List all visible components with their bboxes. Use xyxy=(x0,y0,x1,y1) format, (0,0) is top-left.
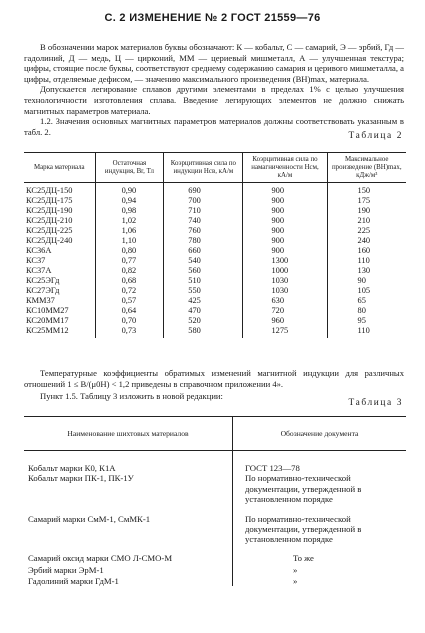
paragraph-material-designation: В обозначении марок материалов буквы обозначают: К — кобальт, С — самарий, Э — эрбий, Гд — гадолиний, Д — медь, Ц — цирконий, ММ — цериевый мишметалл, А — улучшенная текстура; цифры, стоящие после буквы, соответствуют среднему содержанию самария и церивого мишметалла, а цифры, отделяемые дефисом, — значению максимального произведения (BH)max, материала. xyxy=(24,42,404,84)
table-cell: 1030 xyxy=(243,286,327,296)
table-cell: 740 xyxy=(164,216,243,226)
table-cell: 690 xyxy=(164,183,243,197)
table-cell: 900 xyxy=(243,206,327,216)
table-cell: 540 xyxy=(164,256,243,266)
table2-caption: Таблица 2 xyxy=(348,131,403,141)
table-row xyxy=(24,576,406,586)
table-cell: 780 xyxy=(164,236,243,246)
table2-header-hcb: Коэрцитивная сила по индукции Hсв, кА/м xyxy=(164,153,243,183)
table2-header-hcm: Коэрцитивная сила по намагниченности Hсм, кА/м xyxy=(243,153,327,183)
table-cell: 580 xyxy=(164,326,243,338)
paragraph-alloying: Допускается легирование сплавов другими элементами в пределах 1% с целью улучшения технологичности изготовления сплава. Введение легирующих элементов не должно снижать магнитных параметров материала. xyxy=(24,84,404,116)
table-row xyxy=(24,306,406,316)
material-cell: Самарий оксид марки СМО Л-СМО-М xyxy=(28,552,173,563)
table-row xyxy=(24,266,406,276)
table-row xyxy=(24,276,406,286)
table-cell: 0,77 xyxy=(95,256,164,266)
table-cell: КС25ММ12 xyxy=(26,326,69,336)
table-cell: 900 xyxy=(243,216,327,226)
table2-header-grade: Марка материала xyxy=(24,153,95,183)
table-cell: 900 xyxy=(243,183,327,197)
text-block-middle xyxy=(24,368,404,402)
table2-magnetic-parameters xyxy=(24,152,406,338)
table-row xyxy=(24,326,406,338)
table-cell: 105 xyxy=(327,286,406,296)
table-cell: 550 xyxy=(164,286,243,296)
table-row xyxy=(24,196,406,206)
table-cell: 720 xyxy=(243,306,327,316)
table3-caption: Таблица 3 xyxy=(348,398,403,408)
table-cell: 0,90 xyxy=(95,183,164,197)
document-cell: » xyxy=(233,576,407,586)
table-cell: 900 xyxy=(243,196,327,206)
table-cell: 1,02 xyxy=(95,216,164,226)
table-cell: 1300 xyxy=(243,256,327,266)
table-row xyxy=(24,296,406,306)
material-cell: Кобальт марки К0, К1А Кобальт марки ПК-1, ПК-1У xyxy=(28,463,134,484)
table-cell: 630 xyxy=(243,296,327,306)
table-cell: 700 xyxy=(164,196,243,206)
table-cell: КС10ММ27 xyxy=(26,306,69,316)
table-cell: 110 xyxy=(327,326,406,338)
table-cell: 510 xyxy=(164,276,243,286)
table-cell: КС25ЭГд xyxy=(26,276,60,286)
table-row xyxy=(24,183,406,197)
table3-header-material: Наименование шихтовых материалов xyxy=(24,417,233,451)
table-cell: 900 xyxy=(243,226,327,236)
table-row xyxy=(24,505,406,545)
table2-header-br: Остаточная индукция, Br, Тл xyxy=(95,153,164,183)
table-row xyxy=(24,286,406,296)
table-cell: 520 xyxy=(164,316,243,326)
table-cell: КС25ДЦ-210 xyxy=(26,216,73,226)
table-cell: 190 xyxy=(327,206,406,216)
table-cell: 150 xyxy=(327,183,406,197)
table-cell: 660 xyxy=(164,246,243,256)
table3-body xyxy=(24,451,406,587)
table-cell: 710 xyxy=(164,206,243,216)
table-cell: 1,10 xyxy=(95,236,164,246)
table3-header-row xyxy=(24,417,406,451)
table-cell: 110 xyxy=(327,256,406,266)
table-cell: 0,72 xyxy=(95,286,164,296)
table-cell: 900 xyxy=(243,236,327,246)
table-cell: 210 xyxy=(327,216,406,226)
table-cell: КС20ММ17 xyxy=(26,316,69,326)
table-cell: 560 xyxy=(164,266,243,276)
table-row xyxy=(24,545,406,563)
table-row xyxy=(24,316,406,326)
table-row xyxy=(24,206,406,216)
table-cell: 1000 xyxy=(243,266,327,276)
table-cell: КС25ДЦ-225 xyxy=(26,226,73,236)
table-row xyxy=(24,563,406,575)
document-cell: То же xyxy=(233,545,407,563)
table2-body xyxy=(24,183,406,339)
text-block-top xyxy=(24,42,404,137)
table-cell: 1030 xyxy=(243,276,327,286)
table-row xyxy=(24,236,406,246)
table-cell: КС25ДЦ-175 xyxy=(26,196,73,206)
material-cell: Самарий марки СмМ-1, СмМК-1 xyxy=(28,513,151,524)
table-cell: 425 xyxy=(164,296,243,306)
table-cell: КС36А xyxy=(26,246,52,256)
page-header: С. 2 ИЗМЕНЕНИЕ № 2 ГОСТ 21559—76 xyxy=(104,12,321,24)
document-cell: По нормативно-технической документации, утвержденной в установленном порядке xyxy=(233,505,407,545)
table-row xyxy=(24,246,406,256)
table-cell: 65 xyxy=(327,296,406,306)
table-cell: 1,06 xyxy=(95,226,164,236)
table-cell: 225 xyxy=(327,226,406,236)
table-cell: 0,70 xyxy=(95,316,164,326)
table2-header-row xyxy=(24,153,406,183)
table-cell: 0,94 xyxy=(95,196,164,206)
paragraph-1-2: 1.2. Значения основных магнитных параметров материалов должны соответствовать указанным в табл. 2. xyxy=(24,116,404,137)
table-cell: 0,57 xyxy=(95,296,164,306)
table-cell: КС37А xyxy=(26,266,52,276)
paragraph-temperature-coefficients: Температурные коэффициенты обратимых изменений магнитной индукции для различных отношений 1 ≤ B/(μ0H) < 1,2 приведены в справочном приложении 4». xyxy=(24,368,404,389)
table-cell: КС25ДЦ-150 xyxy=(26,186,73,196)
table-row xyxy=(24,256,406,266)
material-cell: Эрбий марки ЭрМ-1 xyxy=(28,565,104,576)
table-cell: 240 xyxy=(327,236,406,246)
table-cell: КС27ЭГд xyxy=(26,286,60,296)
table-cell: 80 xyxy=(327,306,406,316)
table-cell: 90 xyxy=(327,276,406,286)
table3-header-document: Обозначение документа xyxy=(233,417,407,451)
table-row xyxy=(24,226,406,236)
table-cell: 0,68 xyxy=(95,276,164,286)
table-cell: 175 xyxy=(327,196,406,206)
material-cell: Гадолиний марки ГдМ-1 xyxy=(28,575,119,586)
table-cell: 95 xyxy=(327,316,406,326)
paragraph-item-1-5: Пункт 1.5. Таблицу 3 изложить в новой редакции: xyxy=(40,391,223,402)
table-cell: КММ37 xyxy=(26,296,55,306)
table-cell: КС25ДЦ-190 xyxy=(26,206,73,216)
table-cell: 1275 xyxy=(243,326,327,338)
table-cell: 0,98 xyxy=(95,206,164,216)
table-cell: 0,64 xyxy=(95,306,164,316)
table-cell: 900 xyxy=(243,246,327,256)
table-cell: КС25ДЦ-240 xyxy=(26,236,73,246)
table-cell: 130 xyxy=(327,266,406,276)
document-cell: ГОСТ 123—78 По нормативно-технической документации, утвержденной в установленном порядке xyxy=(233,451,407,505)
table-cell: 470 xyxy=(164,306,243,316)
table2-header-bhmax: Максимальное произведение (BH)max, кДж/м³ xyxy=(327,153,406,183)
table-cell: КС37 xyxy=(26,256,46,266)
table-cell: 760 xyxy=(164,226,243,236)
table-cell: 960 xyxy=(243,316,327,326)
table-row xyxy=(24,216,406,226)
table-row xyxy=(24,451,406,505)
table-cell: 0,82 xyxy=(95,266,164,276)
table-cell: 0,80 xyxy=(95,246,164,256)
table3-charge-materials xyxy=(24,416,406,586)
table-cell: 160 xyxy=(327,246,406,256)
table-cell: 0,73 xyxy=(95,326,164,338)
document-cell: » xyxy=(233,563,407,575)
